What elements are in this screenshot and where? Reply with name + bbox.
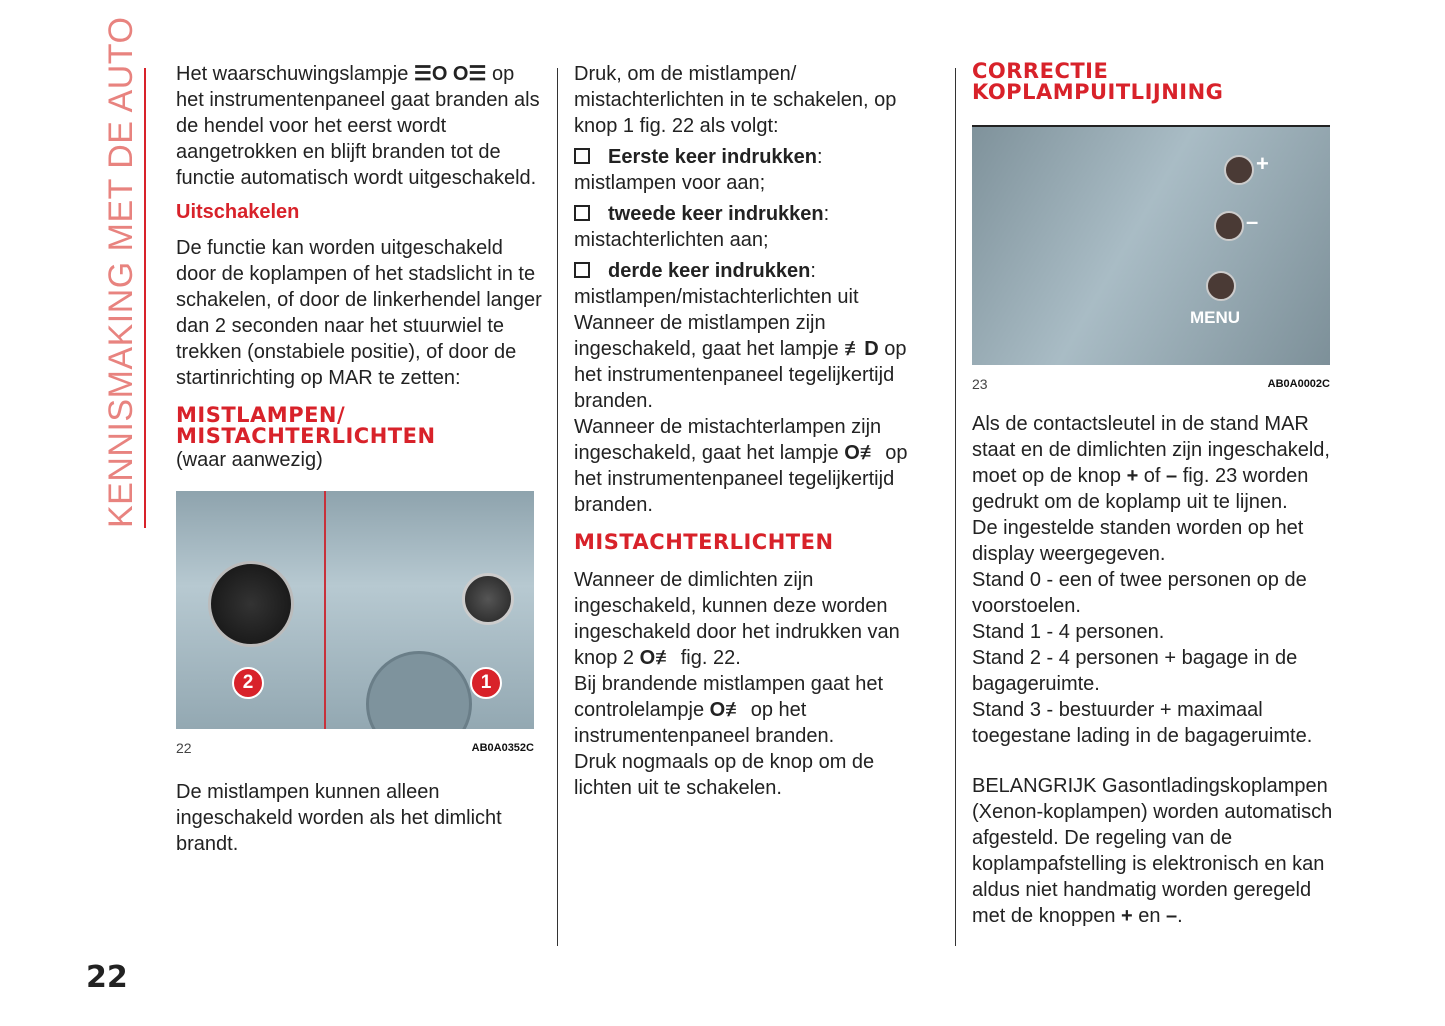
heading-mistlampen: MISTLAMPEN/ MISTACHTERLICHTEN <box>176 403 436 448</box>
figure-image <box>176 491 534 729</box>
fog-button-1 <box>462 573 514 625</box>
column-divider <box>557 68 558 946</box>
paragraph: De ingestelde standen worden op het display weergegeven. <box>972 517 1304 565</box>
figure-number: 23 <box>972 376 988 392</box>
heading-mistachterlichten: MISTACHTERLICHTEN <box>574 530 834 554</box>
intro-paragraph: Het waarschuwingslampje ☰O O☰ op het instrumentenpaneel gaat branden als de hendel voor het eerst wordt aangetrokken en blijft branden tot de functie automatisch wordt uitgeschakeld. <box>176 63 540 189</box>
callout-2: 2 <box>232 667 264 699</box>
callout-1: 1 <box>470 667 502 699</box>
figure-22 <box>176 491 534 761</box>
stand-item: Stand 2 - 4 personen + bagage in de bagageruimte. <box>972 647 1298 695</box>
paragraph: Wanneer de mistachterlampen zijn ingeschakeld, gaat het lampje O≢ op het instrumentenpaneel tegelijkertijd branden. <box>574 416 908 516</box>
column-divider <box>955 68 956 946</box>
list-item: Eerste keer indrukken: mistlampen voor aan; <box>574 146 823 194</box>
warning-lamp-icon: ☰O O☰ <box>413 63 487 85</box>
plus-label: + <box>1256 151 1269 176</box>
paragraph: Druk nogmaals op de knop om de lichten uit te schakelen. <box>574 751 875 799</box>
checkbox-bullet-icon <box>574 262 590 278</box>
section-side-title: KENNISMAKING MET DE AUTO <box>102 16 140 528</box>
rear-fog-lamp-icon: O≢ <box>709 699 746 721</box>
figure-image <box>972 125 1330 365</box>
press-list <box>574 144 919 310</box>
figure-23 <box>972 125 1330 397</box>
stand-item: Stand 3 - bestuurder + maximaal toegestane lading in de bagageruimte. <box>972 699 1313 747</box>
list-item: tweede keer indrukken: mistachterlichten aan; <box>574 203 830 251</box>
checkbox-bullet-icon <box>574 205 590 221</box>
figure-number: 22 <box>176 740 192 756</box>
paragraph: Als de contactsleutel in de stand MAR staat en de dimlichten zijn ingeschakeld, moet op de knop + of – fig. 23 worden gedrukt om de koplamp uit te lijnen. <box>972 413 1330 513</box>
menu-label: MENU <box>1190 308 1241 327</box>
figure-code: AB0A0352C <box>471 742 534 754</box>
side-divider <box>144 68 146 528</box>
column-2 <box>574 61 919 801</box>
important-note: BELANGRIJK Gasontladingskoplampen (Xenon-koplampen) worden automatisch afgesteld. De regeling van de koplampafstelling is elektronisch en kan aldus niet handmatig worden geregeld met de knoppen + en –. <box>972 775 1333 927</box>
paragraph: De mistlampen kunnen alleen ingeschakeld worden als het dimlicht brandt. <box>176 781 502 855</box>
paragraph: De functie kan worden uitgeschakeld door de koplampen of het stadslicht in te schakelen, of door de linkerhendel langer dan 2 seconden naar het stuurwiel te trekken (onstabiele positie), of door de startinrichting op MAR te zetten: <box>176 237 542 389</box>
fog-light-button <box>208 561 294 647</box>
stand-item: Stand 0 - een of twee personen op de voorstoelen. <box>972 569 1307 617</box>
rear-fog-lamp-icon: O≢ <box>639 647 676 669</box>
front-fog-lamp-icon: ≢D <box>844 338 879 360</box>
minus-label: – <box>1246 209 1259 234</box>
intro-paragraph: Druk, om de mistlampen/ mistachterlichten in te schakelen, op knop 1 fig. 22 als volgt: <box>574 63 897 137</box>
paragraph: Wanneer de mistlampen zijn ingeschakeld, gaat het lampje ≢D op het instrumentenpaneel tegelijkertijd branden. <box>574 312 907 412</box>
page-number: 22 <box>86 960 128 995</box>
paragraph: Bij brandende mistlampen gaat het controlelampje O≢ op het instrumentenpaneel branden. <box>574 673 884 747</box>
heading-correctie: CORRECTIE KOPLAMPUITLIJNING <box>972 59 1224 104</box>
column-3 <box>972 61 1342 929</box>
paragraph: Wanneer de dimlichten zijn ingeschakeld, kunnen deze worden ingeschakeld door het indrukken van knop 2 O≢ fig. 22. <box>574 569 900 669</box>
stand-item: Stand 1 - 4 personen. <box>972 621 1165 643</box>
rear-fog-lamp-icon: O≢ <box>844 442 880 464</box>
heading-uitschakelen: Uitschakelen <box>176 201 300 223</box>
figure-code: AB0A0002C <box>1267 378 1330 390</box>
subheading: (waar aanwezig) <box>176 449 323 471</box>
column-1 <box>176 61 546 857</box>
list-item: derde keer indrukken: mistlampen/mistachterlichten uit <box>574 260 859 308</box>
checkbox-bullet-icon <box>574 148 590 164</box>
